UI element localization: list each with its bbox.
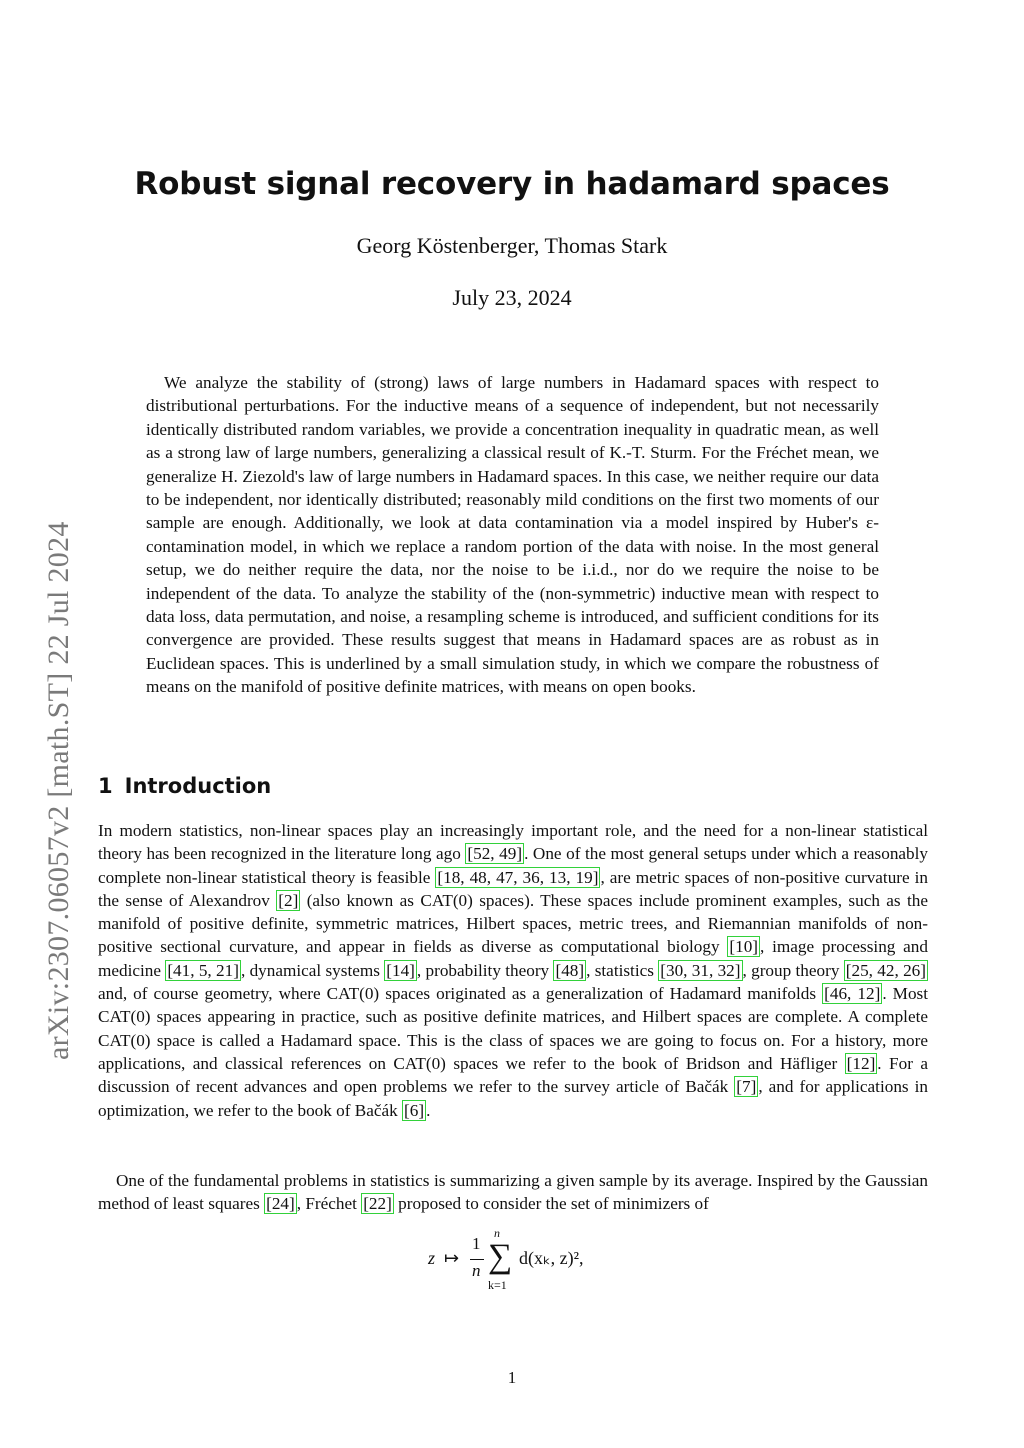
abstract: We analyze the stability of (strong) laws of large numbers in Hadamard spaces with respect to distributional perturbations. For the inductive means of a sequence of independent, but not necessarily identically distributed random variables, we provide a concentration inequality in quadratic mean, as well as a strong law of large numbers, generalizing a classical result of K.-T. Sturm. For the Fréchet mean, we generalize H. Ziezold's law of large numbers in Hadamard spaces. In this case, we neither require our data to be independent, nor identically distributed; reasonably mild conditions on the first two moments of our sample are enough. Additionally, we look at data contamination via a model inspired by Huber's ε-contamination model, in which we replace a random portion of the data with noise. In the most general setup, we do neither require the data, nor the noise to be i.i.d., nor do we require the noise to be independent of the data. To analyze the stability of the (non-symmetric) inductive mean with respect to data loss, data permutation, and noise, a resampling scheme is introduced, and sufficient conditions for its convergence are provided. These results suggest that means in Hadamard spaces are as robust as in Euclidean spaces. This is underlined by a small simulation study, in which we compare the robustness of means on the manifold of positive definite matrices, with means on open books.: [146, 373, 879, 697]
text-run: One of the fundamental problems in statistics is summarizing a given sample by its average. Inspired by the Gaussian method of least squares: [98, 1171, 928, 1214]
text-run: and, of course geometry, where CAT(0) spaces originated as a generalization of Hadamard manifolds: [98, 984, 823, 1004]
summation-symbol: ∑: [488, 1238, 513, 1275]
text-run: .: [426, 1100, 431, 1120]
citation-link[interactable]: [6]: [404, 1100, 425, 1120]
intro-paragraph-2: [98, 1169, 928, 1216]
text-run: , dynamical systems: [240, 960, 385, 980]
citation-link[interactable]: [46, 12]: [824, 984, 881, 1004]
paper-authors: Georg Köstenberger, Thomas Stark: [356, 233, 668, 258]
fraction-bar: [470, 1259, 484, 1260]
sum-upper-limit: n: [494, 1226, 500, 1240]
citation-link[interactable]: [18, 48, 47, 36, 13, 19]: [437, 867, 599, 887]
citation-link[interactable]: [48]: [555, 960, 585, 980]
equation-summand: d(xₖ, z)²,: [519, 1248, 584, 1268]
paper-title: Robust signal recovery in hadamard spaces: [134, 166, 890, 202]
citation-link[interactable]: [2]: [278, 890, 299, 910]
frechet-equation: [428, 1226, 628, 1294]
text-run: . Most CAT(0) spaces appearing in practice, such as positive definite matrices, and Hilbert spaces are complete. A complete CAT(0) space is called a Hadamard space. This is the class of spaces we are going to focus on. For a history, more applications, and classical references on CAT(0) spaces we refer to the book of Bridson and Häfliger: [98, 984, 929, 1073]
fraction-denominator: n: [472, 1261, 481, 1280]
intro-paragraph-1: [98, 819, 928, 1122]
text-run: . One of the most general setups under which a reasonably complete non-linear statistical theory is feasible: [98, 844, 928, 887]
maps-to-symbol: ↦: [444, 1248, 460, 1268]
text-run: (also known as CAT(0) spaces). These spaces include prominent examples, such as the manifold of positive definite, symmetric matrices, Hilbert spaces, metric trees, and Riemannian manifolds of non-positive sectional curvature, and appear in fields as diverse as computational biology: [98, 890, 929, 957]
citation-link[interactable]: [41, 5, 21]: [167, 960, 239, 980]
text-run: , statistics: [586, 960, 659, 980]
arxiv-identifier: arXiv:2307.06057v2 [math.ST] 22 Jul 2024: [42, 521, 75, 1060]
text-run: , image processing and medicine: [98, 937, 928, 980]
text-run: proposed to consider the set of minimizers of: [393, 1194, 709, 1214]
page-number: 1: [507, 1368, 517, 1387]
citation-link[interactable]: [25, 42, 26]: [845, 960, 927, 980]
fraction-numerator: 1: [472, 1234, 481, 1253]
citation-link[interactable]: [22]: [363, 1194, 392, 1214]
text-run: In modern statistics, non-linear spaces play an increasingly important role, and the need for a non-linear statistical theory has been recognized in the literature long ago: [98, 821, 928, 864]
section-number: 1: [98, 774, 113, 798]
text-run: , probability theory: [416, 960, 554, 980]
citation-link[interactable]: [14]: [386, 960, 415, 980]
citation-link[interactable]: [30, 31, 32]: [660, 960, 741, 980]
equation-variable: z: [428, 1248, 436, 1268]
citation-link[interactable]: [24]: [266, 1194, 295, 1214]
sum-lower-limit: k=1: [488, 1278, 507, 1292]
citation-link[interactable]: [12]: [846, 1053, 876, 1073]
text-run: , group theory: [742, 960, 844, 980]
section-heading: [98, 774, 271, 798]
text-run: , are metric spaces of non-positive curvature in the sense of Alexandrov: [98, 867, 929, 910]
paper-date: July 23, 2024: [452, 285, 572, 310]
citation-link[interactable]: [10]: [729, 937, 759, 957]
citation-link[interactable]: [7]: [736, 1077, 757, 1097]
text-run: , and for applications in optimization, we refer to the book of Bačák: [98, 1077, 928, 1120]
text-run: , Fréchet: [296, 1194, 362, 1214]
citation-link[interactable]: [52, 49]: [467, 844, 523, 864]
section-title: Introduction: [124, 774, 272, 798]
text-run: . For a discussion of recent advances and open problems we refer to the survey article of Bačák: [98, 1053, 928, 1097]
